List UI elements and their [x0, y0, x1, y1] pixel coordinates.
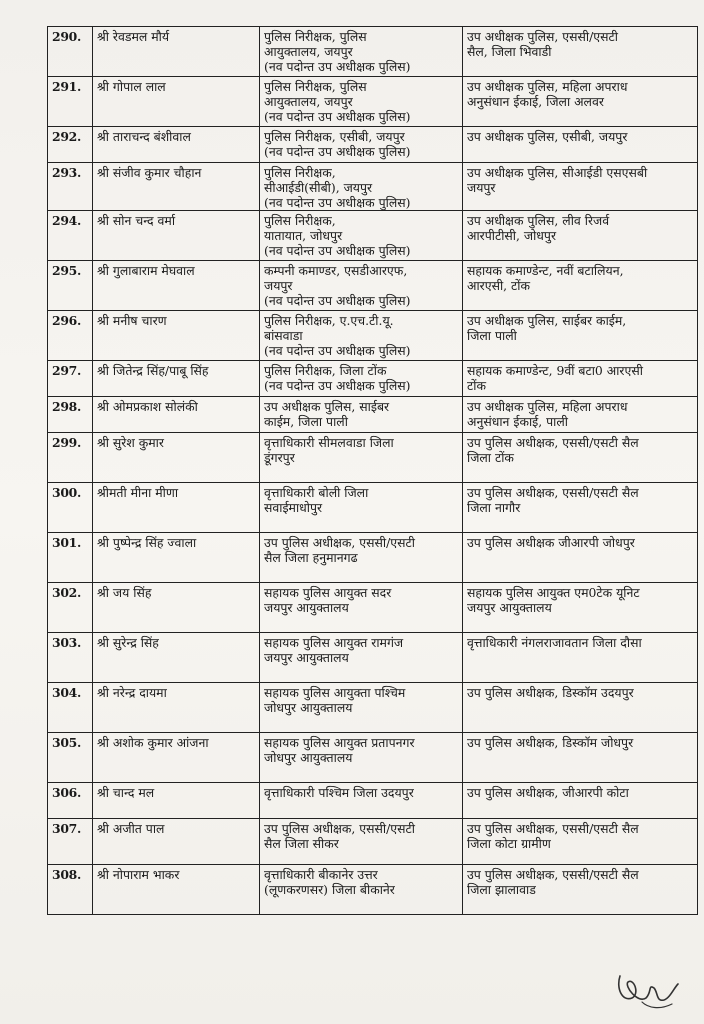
new-posting: [463, 865, 698, 915]
table-row: [48, 583, 698, 633]
new-posting: [463, 311, 698, 361]
serial-number: 304.: [48, 683, 93, 733]
new-posting-line: जयपुर आयुक्तालय: [467, 600, 552, 615]
officer-name: श्री नोपाराम भाकर: [93, 865, 260, 915]
new-posting-line: अनुसंधान ईकाई, जिला अलवर: [467, 94, 604, 109]
table-row: [48, 77, 698, 127]
current-posting: [260, 163, 463, 211]
current-posting: [260, 819, 463, 865]
new-posting-line: उप पुलिस अधीक्षक, एससी/एसटी सैल: [467, 867, 639, 882]
current-posting: [260, 865, 463, 915]
current-posting-line: पुलिस निरीक्षक, जिला टोंक: [264, 363, 387, 378]
serial-number: 308.: [48, 865, 93, 915]
current-posting: [260, 311, 463, 361]
serial-number: 300.: [48, 483, 93, 533]
serial-number: 303.: [48, 633, 93, 683]
current-posting-line: सहायक पुलिस आयुक्त सदर: [264, 585, 392, 600]
new-posting-line: जिला कोटा ग्रामीण: [467, 836, 551, 851]
serial-number: 305.: [48, 733, 93, 783]
new-posting-line: उप पुलिस अधीक्षक, जीआरपी कोटा: [467, 785, 629, 800]
serial-number: 296.: [48, 311, 93, 361]
current-posting-line: जयपुर आयुक्तालय: [264, 650, 349, 665]
new-posting: [463, 397, 698, 433]
new-posting: [463, 433, 698, 483]
officer-name: श्री ताराचन्द बंशीवाल: [93, 127, 260, 163]
new-posting: [463, 163, 698, 211]
new-posting: [463, 633, 698, 683]
officer-name: श्री सुरेश कुमार: [93, 433, 260, 483]
current-posting-line: उप अधीक्षक पुलिस, साईबर: [264, 399, 390, 414]
new-posting-line: सहायक कमाण्डेन्ट, 9वीं बटा0 आरएसी: [467, 363, 643, 378]
new-posting: [463, 483, 698, 533]
current-posting-line: पुलिस निरीक्षक, पुलिस: [264, 79, 367, 94]
table-row: [48, 261, 698, 311]
new-posting-line: उप पुलिस अधीक्षक जीआरपी जोधपुर: [467, 535, 635, 550]
new-posting-line: जिला पाली: [467, 328, 517, 343]
new-posting-line: उप पुलिस अधीक्षक, एससी/एसटी सैल: [467, 435, 639, 450]
current-posting: [260, 783, 463, 819]
new-posting-line: सहायक पुलिस आयुक्त एम0टेक यूनिट: [467, 585, 640, 600]
new-posting-line: उप पुलिस अधीक्षक, एससी/एसटी सैल: [467, 821, 639, 836]
officer-name: श्री नरेन्द्र दायमा: [93, 683, 260, 733]
new-posting: [463, 533, 698, 583]
new-posting-line: आरपीटीसी, जोधपुर: [467, 228, 557, 243]
current-posting-line: पुलिस निरीक्षक, ए.एच.टी.यू.: [264, 313, 394, 328]
current-posting: [260, 127, 463, 163]
officer-name: श्री संजीव कुमार चौहान: [93, 163, 260, 211]
new-posting: [463, 583, 698, 633]
serial-number: 299.: [48, 433, 93, 483]
current-posting-line: (नव पदोन्त उप अधीक्षक पुलिस): [264, 109, 411, 124]
officer-name: श्री पुष्पेन्द्र सिंह ज्वाला: [93, 533, 260, 583]
current-posting-line: आयुक्तालय, जयपुर: [264, 94, 353, 109]
table-row: [48, 27, 698, 77]
current-posting-line: जोधपुर आयुक्तालय: [264, 700, 353, 715]
current-posting: [260, 211, 463, 261]
new-posting-line: उप पुलिस अधीक्षक, डिस्कॉम जोधपुर: [467, 735, 634, 750]
serial-number: 290.: [48, 27, 93, 77]
table-row: [48, 127, 698, 163]
current-posting-line: पुलिस निरीक्षक, एसीबी, जयपुर: [264, 129, 405, 144]
current-posting: [260, 433, 463, 483]
officer-name: श्री गुलाबाराम मेघवाल: [93, 261, 260, 311]
current-posting: [260, 361, 463, 397]
officer-name: श्री मनीष चारण: [93, 311, 260, 361]
current-posting-line: (नव पदोन्त उप अधीक्षक पुलिस): [264, 243, 411, 258]
current-posting-line: उप पुलिस अधीक्षक, एससी/एसटी: [264, 535, 415, 550]
current-posting-line: पुलिस निरीक्षक,: [264, 165, 336, 180]
current-posting-line: (नव पदोन्त उप अधीक्षक पुलिस): [264, 293, 411, 308]
new-posting-line: जिला नागौर: [467, 500, 521, 515]
current-posting-line: सहायक पुलिस आयुक्त प्रतापनगर: [264, 735, 415, 750]
current-posting-line: जयपुर आयुक्तालय: [264, 600, 349, 615]
serial-number: 298.: [48, 397, 93, 433]
new-posting-line: उप अधीक्षक पुलिस, महिला अपराध: [467, 79, 628, 94]
current-posting: [260, 733, 463, 783]
current-posting-line: आयुक्तालय, जयपुर: [264, 44, 353, 59]
new-posting: [463, 27, 698, 77]
current-posting-line: सैल जिला सीकर: [264, 836, 339, 851]
table-row: [48, 865, 698, 915]
new-posting-line: वृत्ताधिकारी नंगलराजावतान जिला दौसा: [467, 635, 642, 650]
new-posting-line: जिला टोंक: [467, 450, 514, 465]
officer-name: श्री जितेन्द्र सिंह/पाबू सिंह: [93, 361, 260, 397]
serial-number: 297.: [48, 361, 93, 397]
table-row: [48, 361, 698, 397]
current-posting-line: पुलिस निरीक्षक, पुलिस: [264, 29, 367, 44]
current-posting: [260, 483, 463, 533]
serial-number: 295.: [48, 261, 93, 311]
current-posting: [260, 397, 463, 433]
new-posting: [463, 77, 698, 127]
current-posting: [260, 683, 463, 733]
current-posting: [260, 533, 463, 583]
signature-mark: [612, 958, 692, 1018]
new-posting: [463, 819, 698, 865]
new-posting-line: उप अधीक्षक पुलिस, सीआईडी एसएसबी: [467, 165, 648, 180]
current-posting-line: सैल जिला हनुमानगढ: [264, 550, 358, 565]
current-posting-line: सहायक पुलिस आयुक्ता पश्चिम: [264, 685, 406, 700]
current-posting: [260, 77, 463, 127]
table-row: [48, 733, 698, 783]
officer-name: श्री अशोक कुमार आंजना: [93, 733, 260, 783]
new-posting: [463, 783, 698, 819]
current-posting-line: (नव पदोन्त उप अधीक्षक पुलिस): [264, 144, 411, 159]
table-row: [48, 533, 698, 583]
current-posting: [260, 633, 463, 683]
current-posting-line: डूंगरपुर: [264, 450, 295, 465]
transfer-list-table: [47, 26, 698, 915]
current-posting-line: वृत्ताधिकारी पश्चिम जिला उदयपुर: [264, 785, 414, 800]
current-posting-line: काईम, जिला पाली: [264, 414, 348, 429]
table-row: [48, 397, 698, 433]
new-posting-line: सहायक कमाण्डेन्ट, नवीं बटालियन,: [467, 263, 624, 278]
new-posting-line: उप अधीक्षक पुलिस, एसीबी, जयपुर: [467, 129, 628, 144]
officer-name: श्री सुरेन्द्र सिंह: [93, 633, 260, 683]
new-posting-line: जयपुर: [467, 180, 496, 195]
serial-number: 292.: [48, 127, 93, 163]
table-row: [48, 783, 698, 819]
new-posting-line: उप अधीक्षक पुलिस, लीव रिजर्व: [467, 213, 610, 228]
new-posting-line: सैल, जिला भिवाडी: [467, 44, 552, 59]
serial-number: 307.: [48, 819, 93, 865]
new-posting-line: टोंक: [467, 378, 486, 393]
current-posting-line: सहायक पुलिस आयुक्त रामगंज: [264, 635, 404, 650]
new-posting-line: उप अधीक्षक पुलिस, महिला अपराध: [467, 399, 628, 414]
current-posting: [260, 27, 463, 77]
table-row: [48, 163, 698, 211]
current-posting-line: कम्पनी कमाण्डर, एसडीआरएफ,: [264, 263, 408, 278]
current-posting-line: उप पुलिस अधीक्षक, एससी/एसटी: [264, 821, 415, 836]
serial-number: 293.: [48, 163, 93, 211]
current-posting-line: सीआईडी(सीबी), जयपुर: [264, 180, 373, 195]
table-row: [48, 483, 698, 533]
new-posting-line: उप अधीक्षक पुलिस, एससी/एसटी: [467, 29, 618, 44]
new-posting-line: उप अधीक्षक पुलिस, साईबर काईम,: [467, 313, 627, 328]
new-posting-line: आरएसी, टोंक: [467, 278, 531, 293]
officer-name: श्री चान्द मल: [93, 783, 260, 819]
table-row: [48, 433, 698, 483]
serial-number: 294.: [48, 211, 93, 261]
table-row: [48, 633, 698, 683]
new-posting: [463, 127, 698, 163]
new-posting-line: जिला झालावाड: [467, 882, 536, 897]
new-posting: [463, 261, 698, 311]
current-posting-line: (लूणकरणसर) जिला बीकानेर: [264, 882, 395, 897]
transfer-list-body: [48, 27, 698, 915]
new-posting-line: उप पुलिस अधीक्षक, डिस्कॉम उदयपुर: [467, 685, 634, 700]
officer-name: श्री अजीत पाल: [93, 819, 260, 865]
new-posting-line: उप पुलिस अधीक्षक, एससी/एसटी सैल: [467, 485, 639, 500]
officer-name: श्री जय सिंह: [93, 583, 260, 633]
current-posting-line: वृत्ताधिकारी सीमलवाडा जिला: [264, 435, 394, 450]
new-posting: [463, 733, 698, 783]
current-posting-line: जोधपुर आयुक्तालय: [264, 750, 353, 765]
table-row: [48, 311, 698, 361]
new-posting: [463, 361, 698, 397]
current-posting-line: (नव पदोन्त उप अधीक्षक पुलिस): [264, 343, 411, 358]
table-row: [48, 683, 698, 733]
officer-name: श्री सोन चन्द वर्मा: [93, 211, 260, 261]
current-posting-line: बांसवाडा: [264, 328, 303, 343]
officer-name: श्री ओमप्रकाश सोलंकी: [93, 397, 260, 433]
current-posting: [260, 583, 463, 633]
officer-name: श्री रेवडमल मौर्य: [93, 27, 260, 77]
serial-number: 302.: [48, 583, 93, 633]
current-posting-line: (नव पदोन्त उप अधीक्षक पुलिस): [264, 195, 411, 210]
new-posting-line: अनुसंधान ईकाई, पाली: [467, 414, 568, 429]
current-posting-line: वृत्ताधिकारी बीकानेर उत्तर: [264, 867, 378, 882]
serial-number: 301.: [48, 533, 93, 583]
new-posting: [463, 211, 698, 261]
current-posting-line: (नव पदोन्त उप अधीक्षक पुलिस): [264, 378, 411, 393]
current-posting-line: यातायात, जोधपुर: [264, 228, 343, 243]
serial-number: 306.: [48, 783, 93, 819]
current-posting-line: पुलिस निरीक्षक,: [264, 213, 336, 228]
new-posting: [463, 683, 698, 733]
table-row: [48, 211, 698, 261]
current-posting-line: वृत्ताधिकारी बोली जिला: [264, 485, 369, 500]
current-posting-line: (नव पदोन्त उप अधीक्षक पुलिस): [264, 59, 411, 74]
officer-name: श्रीमती मीना मीणा: [93, 483, 260, 533]
serial-number: 291.: [48, 77, 93, 127]
table-row: [48, 819, 698, 865]
officer-name: श्री गोपाल लाल: [93, 77, 260, 127]
current-posting-line: सवाईमाधोपुर: [264, 500, 323, 515]
current-posting-line: जयपुर: [264, 278, 293, 293]
current-posting: [260, 261, 463, 311]
